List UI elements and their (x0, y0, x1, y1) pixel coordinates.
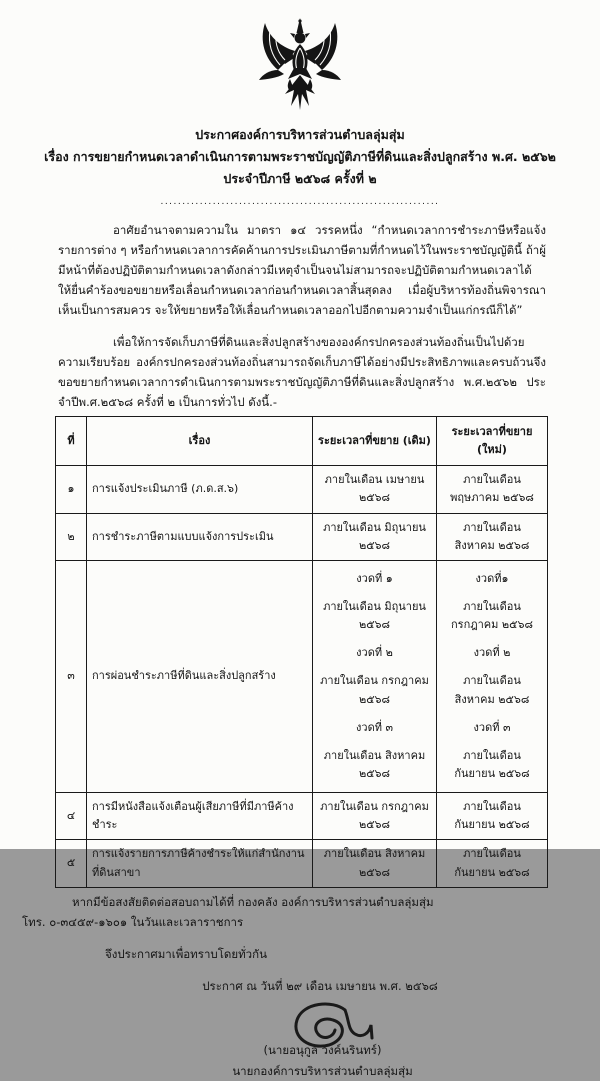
announcement-date: ประกาศ ณ วันที่ ๒๙ เดือน เมษายน พ.ศ. ๒๕๖๘ (202, 978, 438, 993)
title-org: ประกาศองค์การบริหารส่วนตำบลลุ่มสุ่ม (195, 127, 405, 142)
new-period-cell (437, 840, 548, 887)
old-period-cell (313, 560, 437, 792)
cell-line: ภายในเดือน กันยายน ๒๕๖๘ (454, 847, 530, 879)
table-header-row (56, 417, 548, 466)
cell-line: ภายในเดือน เมษายน ๒๕๖๘ (324, 473, 425, 505)
title-tax-year: ประจำปีภาษี ๒๕๖๘ ครั้งที่ ๒ (223, 171, 377, 186)
new-period-cell (437, 793, 548, 840)
closing-statement: จึงประกาศมาเพื่อทราบโดยทั่วกัน (105, 946, 267, 961)
cell-line: งวดที่ ๑ (356, 571, 393, 585)
subject-cell: การแจ้งประเมินภาษี (ภ.ด.ส.๖) (87, 466, 313, 513)
subject-cell: การชำระภาษีตามแบบแจ้งการประเมิน (87, 513, 313, 560)
column-header: ระยะเวลาที่ขยาย (ใหม่) (437, 417, 548, 466)
title-subject: เรื่อง การขยายกำหนดเวลาดำเนินการตามพระราชบัญญัติภาษีที่ดินและสิ่งปลูกสร้าง พ.ศ. ๒๕๖๒ (44, 149, 556, 164)
cell-line: ภายในเดือน มิถุนายน ๒๕๖๘ (323, 599, 426, 632)
new-period-cell (437, 560, 548, 792)
old-period-cell (313, 793, 437, 840)
cell-line: ภายในเดือน กันยายน ๒๕๖๘ (454, 800, 530, 832)
cell-line: ภายในเดือน สิงหาคม ๒๕๖๘ (454, 674, 530, 706)
table-row (56, 466, 548, 513)
paragraph-legal-basis: อาศัยอำนาจตามความใน มาตรา ๑๔ วรรคหนึ่ง “กำหนดเวลาการชำระภาษีหรือแจ้งรายการต่าง ๆ หรือกำหนดเวลาการคัดค้านการประเมินภาษีตามที่กำหนดไว้ในพระราชบัญญัตินี้ ถ้าผู้มีหน้าที่ต้องปฏิบัติตามกำหนดเวลาดังกล่าวมีเหตุจำเป็นจนไม่สามารถจะปฏิบัติตามกำหนดเวลาได้ ให้ยื่นคำร้องขอขยายหรือเลื่อนกำหนดเวลาก่อนกำหนดเวลาสิ้นสุดลง เมื่อผู้บริหารท้องถิ่นพิจารณาเห็นเป็นการสมควร จะให้ขยายหรือให้เลื่อนกำหนดเวลาออกไปอีกตามความจำเป็นแก่กรณีก็ได้” (58, 223, 546, 317)
cell-line: ภายในเดือน กรกฎาคม ๒๕๖๘ (451, 599, 533, 632)
cell-line: ภายในเดือน กันยายน ๒๕๖๘ (454, 748, 530, 780)
cell-line: ภายในเดือน กรกฎาคม ๒๕๖๘ (320, 800, 429, 832)
emblem-container (0, 0, 600, 118)
signer-title: นายกองค์การบริหารส่วนตำบลลุ่มสุ่ม (232, 1063, 413, 1078)
cell-line: ภายในเดือน สิงหาคม ๒๕๖๘ (454, 520, 530, 552)
row-number-cell: ๒ (56, 513, 87, 560)
cell-line: งวดที่ ๒ (473, 646, 511, 660)
row-number-cell: ๕ (56, 840, 87, 887)
row-number-cell: ๔ (56, 793, 87, 840)
contact-info-line: หากมีข้อสงสัยติดต่อสอบถามได้ที่ กองคลัง องค์การบริหารส่วนตำบลลุ่มสุ่ม (72, 894, 434, 909)
old-period-cell (313, 513, 437, 560)
subject-cell: การแจ้งรายการภาษีค้างชำระให้แก่สำนักงานที่ดินสาขา (87, 840, 313, 887)
column-header: เรื่อง (87, 417, 313, 466)
table-body (56, 466, 548, 887)
new-period-cell (437, 466, 548, 513)
column-header: ระยะเวลาที่ขยาย (เดิม) (313, 417, 437, 466)
phone-line: โทร. ๐-๓๔๕๙-๑๖๐๑ ในวันและเวลาราชการ (22, 914, 244, 929)
cell-line: ภายในเดือน สิงหาคม ๒๕๖๘ (323, 748, 426, 780)
cell-line: ภายในเดือน กรกฎาคม ๒๕๖๘ (320, 674, 429, 706)
paragraph-purpose: เพื่อให้การจัดเก็บภาษีที่ดินและสิ่งปลูกสร้างขององค์กรปกครองส่วนท้องถิ่นเป็นไปด้วยความเรียบร้อย องค์กรปกครองส่วนท้องถิ่นสามารถจัดเก็บภาษีได้อย่างมีประสิทธิภาพและครบถ้วนจึงขอขยายกำหนดเวลาการดำเนินการตามพระราชบัญญัติภาษีที่ดินและสิ่งปลูกสร้าง พ.ศ.๒๕๖๒ ประจำปีพ.ศ.๒๕๖๘ ครั้งที่ ๒ เป็นการทั่วไป ดังนี้.- (58, 335, 546, 409)
subject-cell: การมีหนังสือแจ้งเตือนผู้เสียภาษีที่มีภาษีค้างชำระ (87, 793, 313, 840)
document-title (0, 124, 600, 190)
table-header-row (56, 417, 548, 466)
cell-line: งวดที่ ๒ (356, 646, 393, 660)
column-header: ที่ (56, 417, 87, 466)
old-period-cell (313, 840, 437, 887)
row-number-cell: ๓ (56, 560, 87, 792)
cell-line: ภายในเดือน มิถุนายน ๒๕๖๘ (323, 520, 426, 552)
cell-line: งวดที่๑ (475, 571, 509, 585)
cell-line: งวดที่ ๓ (356, 720, 393, 734)
garuda-emblem-icon (254, 18, 346, 118)
document-body (0, 220, 600, 412)
signer-name: (นายอนุกูล วงค์นรินทร์) (263, 1042, 382, 1057)
dotted-divider: ................................................................ (160, 197, 440, 207)
row-number-cell: ๑ (56, 466, 87, 513)
old-period-cell (313, 466, 437, 513)
subject-cell: การผ่อนชำระภาษีที่ดินและสิ่งปลูกสร้าง (87, 560, 313, 792)
table-row (56, 793, 548, 840)
table-row (56, 560, 548, 792)
table-row (56, 513, 548, 560)
new-period-cell (437, 513, 548, 560)
cell-line: งวดที่ ๓ (473, 720, 511, 734)
cell-line: ภายในเดือน สิงหาคม ๒๕๖๘ (323, 847, 426, 879)
extension-schedule-table (55, 416, 548, 888)
cell-line: ภายในเดือน พฤษภาคม ๒๕๖๘ (450, 473, 534, 505)
table-row (56, 840, 548, 887)
